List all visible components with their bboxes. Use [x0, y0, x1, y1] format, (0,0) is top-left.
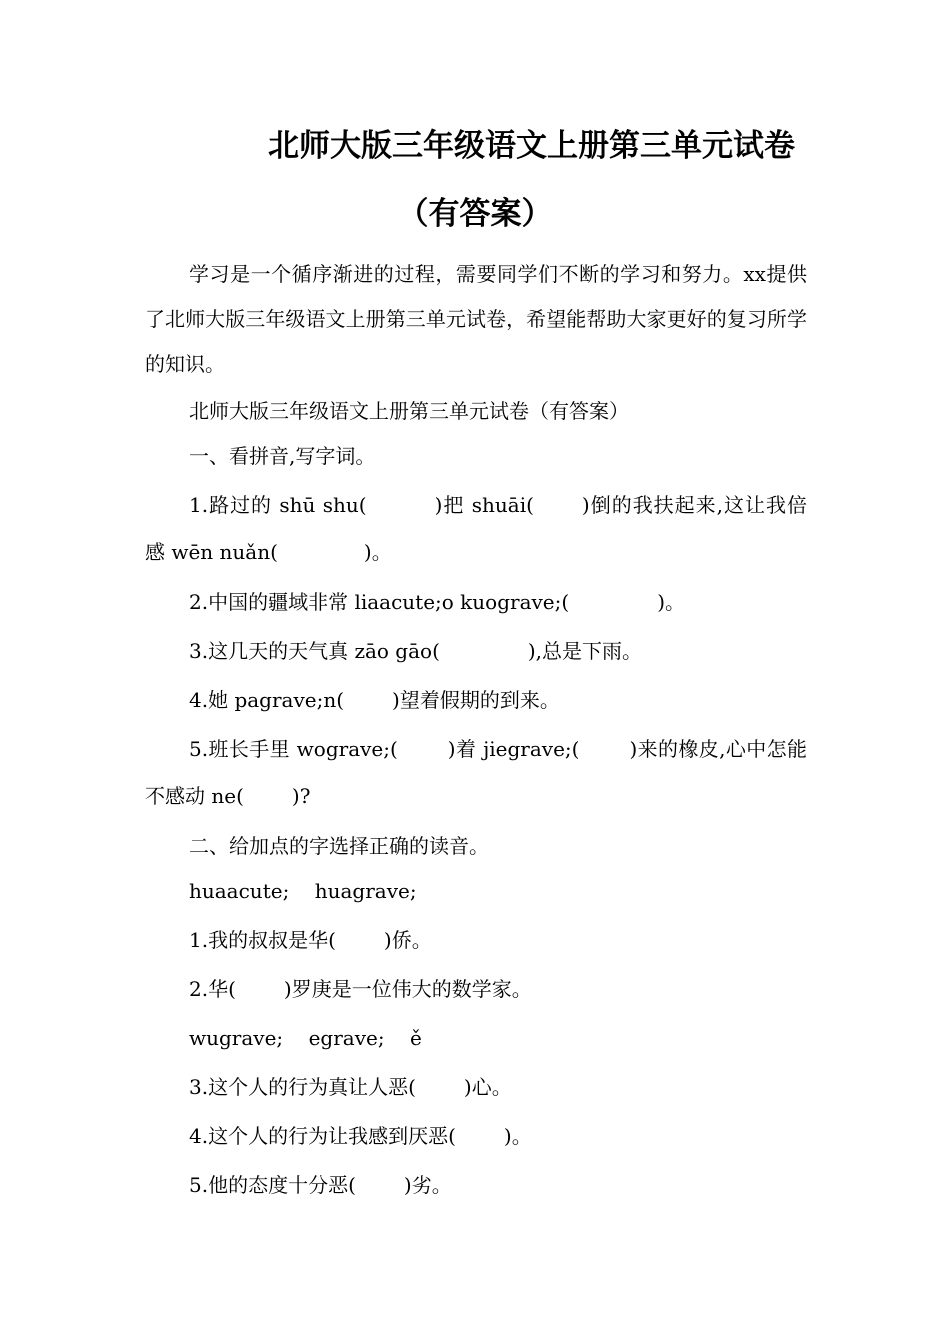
- question-text: )劣。: [403, 1173, 452, 1197]
- question-text: 1.路过的 shū shu(: [189, 493, 367, 517]
- question-text: )把 shuāi(: [434, 493, 534, 517]
- pinyin-options-1: huaacute; huagrave;: [189, 879, 417, 903]
- question-text: )?: [291, 784, 311, 808]
- question-text: ),总是下雨。: [527, 639, 643, 663]
- question-text: )望着假期的到来。: [392, 688, 560, 712]
- question-1-2: [145, 580, 807, 625]
- question-text: 2.中国的疆域非常 liaacute;o kuograve;(: [189, 590, 570, 614]
- section-heading-2: 二、给加点的字选择正确的读音。: [189, 834, 489, 858]
- question-text: 5.他的态度十分恶(: [189, 1173, 356, 1197]
- question-2-2: [145, 967, 807, 1012]
- document-title: 北师大版三年级语文上册第三单元试卷: [268, 128, 795, 164]
- question-text: )侨。: [383, 928, 432, 952]
- question-text: )罗庚是一位伟大的数学家。: [283, 977, 532, 1001]
- question-2-5: [145, 1163, 807, 1208]
- pinyin-options-2: wugrave; egrave; ě: [189, 1026, 422, 1050]
- document-body: [145, 252, 807, 1208]
- question-text: )倒的我扶起来,这让我倍感 wēn nuǎn(: [145, 493, 807, 564]
- question-text: )。: [503, 1124, 532, 1148]
- question-1-1: [145, 482, 807, 576]
- question-text: 3.这个人的行为真让人恶(: [189, 1075, 416, 1099]
- question-text: )来的橡皮,心中怎能不感动 ne(: [145, 737, 807, 808]
- question-text: 2.华(: [189, 977, 236, 1001]
- question-1-3: [145, 629, 807, 674]
- question-text: 4.她 pagrave;n(: [189, 688, 345, 712]
- question-text: )。: [657, 590, 685, 614]
- question-2-4: [145, 1114, 807, 1159]
- subtitle: 北师大版三年级语文上册第三单元试卷（有答案）: [189, 399, 629, 423]
- question-text: )。: [363, 540, 392, 564]
- document-title-suffix: （有答案）: [397, 196, 553, 232]
- question-text: 3.这几天的天气真 zāo gāo(: [189, 639, 440, 663]
- section-heading-1: 一、看拼音,写字词。: [189, 444, 376, 468]
- question-2-3: [145, 1065, 807, 1110]
- question-text: 5.班长手里 wograve;(: [189, 737, 398, 761]
- question-1-5: [145, 726, 807, 820]
- question-text: )心。: [463, 1075, 512, 1099]
- question-2-1: [145, 918, 807, 963]
- intro-paragraph: 学习是一个循序渐进的过程，需要同学们不断的学习和努力。xx提供了北师大版三年级语文上册第三单元试卷，希望能帮助大家更好的复习所学的知识。: [145, 262, 807, 376]
- question-1-4: [145, 678, 807, 723]
- question-text: )着 jiegrave;(: [447, 737, 580, 761]
- question-text: 1.我的叔叔是华(: [189, 928, 336, 952]
- question-text: 4.这个人的行为让我感到厌恶(: [189, 1124, 456, 1148]
